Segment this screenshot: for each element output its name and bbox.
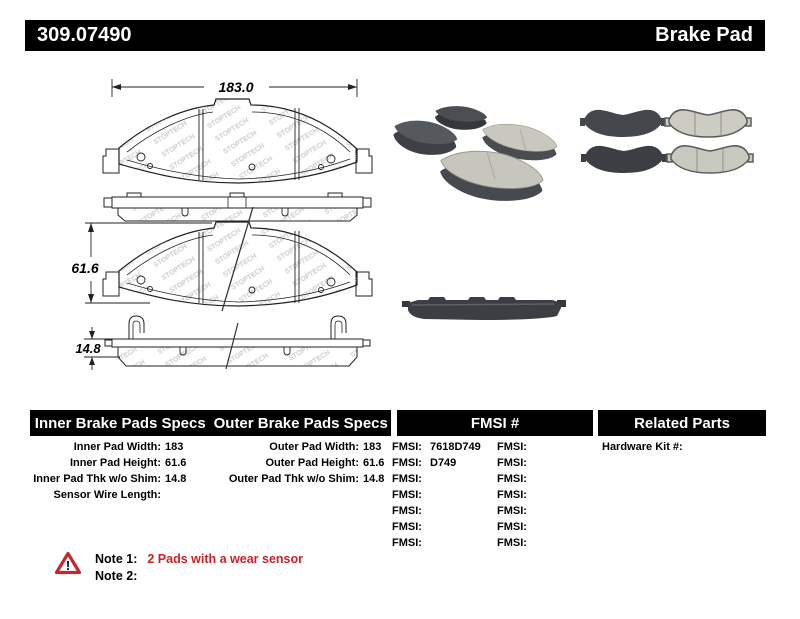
note-2 xyxy=(95,568,147,585)
width-dimension xyxy=(112,79,357,97)
outer-specs-table xyxy=(222,439,384,487)
related-parts-header xyxy=(598,410,766,436)
outer-specs-title: Outer Brake Pads Specs xyxy=(213,414,388,432)
fmsi-table-col1 xyxy=(392,439,481,551)
fmsi-table-col2 xyxy=(497,439,535,551)
table-row: FMSI: xyxy=(392,537,422,549)
inner-specs-table xyxy=(30,439,186,503)
table-row: FMSI: xyxy=(497,457,527,469)
table-row: FMSI: xyxy=(392,505,422,517)
table-row: FMSI: 7618D749 xyxy=(392,441,481,453)
table-row: FMSI: xyxy=(497,537,527,549)
thickness-dimension-label: 14.8 xyxy=(75,341,101,356)
height-dimension-label: 61.6 xyxy=(71,260,99,276)
title-bar xyxy=(25,20,765,51)
table-row: FMSI: xyxy=(497,489,527,501)
table-row: Hardware Kit #: xyxy=(602,441,683,453)
table-row: Inner Pad Width: 183 xyxy=(73,441,184,453)
related-parts-title: Related Parts xyxy=(634,414,730,432)
table-row: FMSI: D749 xyxy=(392,457,457,469)
table-row: FMSI: xyxy=(497,473,527,485)
fmsi-table-header xyxy=(397,410,593,436)
table-row: Outer Pad Width: 183 xyxy=(269,441,382,453)
svg-text:!: ! xyxy=(65,558,71,573)
table-row: FMSI: xyxy=(392,489,422,501)
table-row: FMSI: xyxy=(497,441,527,453)
table-row: Inner Pad Height: 61.6 xyxy=(69,457,187,469)
table-row: Inner Pad Thk w/o Shim: 14.8 xyxy=(33,473,187,485)
product-type: Brake Pad xyxy=(655,24,753,46)
thickness-dimension xyxy=(75,327,120,370)
photo-pads-perspective xyxy=(390,102,559,211)
width-dimension-label: 183.0 xyxy=(218,79,254,95)
photo-pads-flat xyxy=(580,110,753,173)
note-1 xyxy=(95,551,303,568)
warning-icon xyxy=(55,551,81,576)
part-number: 309.07490 xyxy=(37,24,132,46)
note-2-label: Note 2: xyxy=(95,569,138,583)
note-1-label: Note 1: xyxy=(95,552,138,566)
table-row: FMSI: xyxy=(497,521,527,533)
table-row: Sensor Wire Length: xyxy=(53,489,161,501)
table-row: FMSI: xyxy=(497,505,527,517)
note-1-text: 2 Pads with a wear sensor xyxy=(147,552,303,566)
table-row: Outer Pad Thk w/o Shim: 14.8 xyxy=(228,473,385,485)
photo-pad-side-profile xyxy=(402,297,566,320)
side-view-top xyxy=(104,193,371,221)
fmsi-title: FMSI # xyxy=(470,414,520,432)
related-parts-table xyxy=(602,439,687,455)
table-row: FMSI: xyxy=(392,473,422,485)
front-view-top xyxy=(103,99,372,183)
table-row: Outer Pad Height: 61.6 xyxy=(265,457,385,469)
specs-table-header xyxy=(30,410,391,436)
table-row: FMSI: xyxy=(392,521,422,533)
inner-specs-title: Inner Brake Pads Specs xyxy=(34,414,206,432)
side-view-bottom xyxy=(105,316,370,369)
